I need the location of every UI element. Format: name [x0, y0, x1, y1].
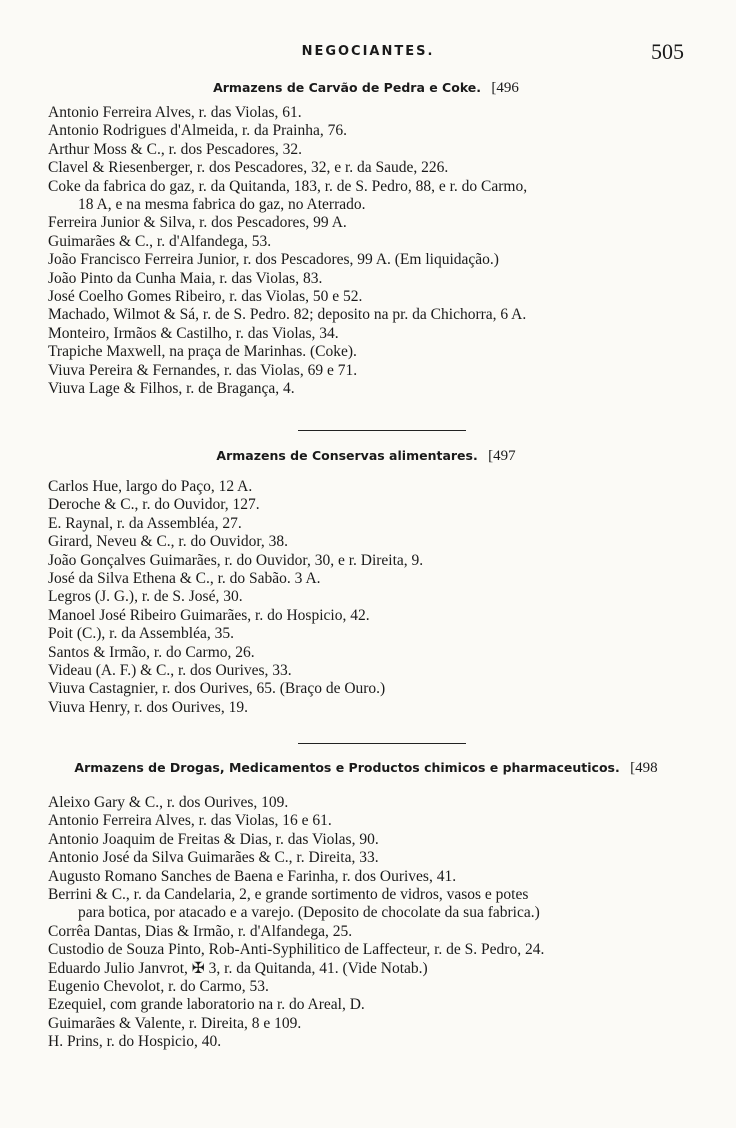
list-item: Coke da fabrica do gaz, r. da Quitanda, 183, r. de S. Pedro, 88, e r. do Carmo,: [48, 177, 528, 195]
list-item: Aleixo Gary & C., r. dos Ourives, 109.: [48, 794, 289, 811]
list-item: João Francisco Ferreira Junior, r. dos Pescadores, 99 A. (Em liquidação.): [48, 251, 499, 269]
list-item: João Gonçalves Guimarães, r. do Ouvidor, 30, e r. Direita, 9.: [48, 551, 424, 569]
list-item: Manoel José Ribeiro Guimarães, r. do Hospicio, 42.: [48, 606, 370, 624]
list-item: Deroche & C., r. do Ouvidor, 127.: [48, 496, 260, 514]
list-item: Guimarães & Valente, r. Direita, 8 e 109.: [48, 1014, 302, 1032]
list-item: Girard, Neveu & C., r. do Ouvidor, 38.: [48, 533, 289, 551]
section-heading-497: [46, 448, 686, 465]
list-item: Antonio José da Silva Guimarães & C., r. Direita, 33.: [48, 849, 379, 867]
list-item: João Pinto da Cunha Maia, r. das Violas, 83.: [48, 269, 323, 287]
list-item: Ezequiel, com grande laboratorio na r. do Areal, D.: [48, 996, 365, 1014]
section-entries-497: [48, 478, 688, 717]
list-item: Custodio de Souza Pinto, Rob-Anti-Syphilitico de Laffecteur, r. de S. Pedro, 24.: [48, 941, 545, 959]
list-item: Carlos Hue, largo do Paço, 12 A.: [48, 478, 253, 495]
section-title: Armazens de Conservas alimentares.: [216, 448, 478, 463]
list-item: José da Silva Ethena & C., r. do Sabão. 3 A.: [48, 570, 321, 588]
list-item: Guimarães & C., r. d'Alfandega, 53.: [48, 232, 272, 250]
list-item: Augusto Romano Sanches de Baena e Farinha, r. dos Ourives, 41.: [48, 867, 457, 885]
list-item: Viuva Pereira & Fernandes, r. das Violas, 69 e 71.: [48, 361, 358, 379]
list-item: Berrini & C., r. da Candelaria, 2, e grande sortimento de vidros, vasos e potes: [48, 886, 529, 904]
list-item: Antonio Ferreira Alves, r. das Violas, 16 e 61.: [48, 812, 332, 830]
list-item: Monteiro, Irmãos & Castilho, r. das Violas, 34.: [48, 324, 339, 342]
list-item: Eugenio Chevolot, r. do Carmo, 53.: [48, 978, 269, 996]
list-item: H. Prins, r. do Hospicio, 40.: [48, 1033, 222, 1051]
list-item: Antonio Ferreira Alves, r. das Violas, 61.: [48, 104, 302, 121]
section-number: [496: [491, 80, 519, 96]
section-divider: [298, 743, 466, 744]
list-item: Machado, Wilmot & Sá, r. de S. Pedro. 82; deposito na pr. da Chichorra, 6 A.: [48, 306, 527, 324]
running-head: [0, 39, 736, 68]
list-item: Clavel & Riesenberger, r. dos Pescadores, 32, e r. da Saude, 226.: [48, 159, 449, 177]
list-item-continuation: 18 A, e na mesma fabrica do gaz, no Aterrado.: [78, 196, 366, 214]
section-divider: [298, 430, 466, 431]
list-item: Eduardo Julio Janvrot, ✠ 3, r. da Quitanda, 41. (Vide Notab.): [48, 959, 428, 977]
list-item: Corrêa Dantas, Dias & Irmão, r. d'Alfandega, 25.: [48, 922, 353, 940]
list-item: Santos & Irmão, r. do Carmo, 26.: [48, 643, 255, 661]
list-item: Legros (J. G.), r. de S. José, 30.: [48, 588, 243, 606]
list-item: Viuva Henry, r. dos Ourives, 19.: [48, 698, 248, 716]
list-item: Antonio Joaquim de Freitas & Dias, r. das Violas, 90.: [48, 830, 379, 848]
list-item-continuation: para botica, por atacado e a varejo. (Deposito de chocolate da sua fabrica.): [78, 904, 540, 922]
list-item: Arthur Moss & C., r. dos Pescadores, 32.: [48, 140, 303, 158]
section-heading-498: [46, 760, 686, 777]
section-entries-496: [48, 104, 688, 399]
list-item: Viuva Castagnier, r. dos Ourives, 65. (Braço de Ouro.): [48, 680, 386, 698]
list-item: Viuva Lage & Filhos, r. de Bragança, 4.: [48, 380, 295, 398]
section-entries-498: [48, 794, 688, 1052]
list-item: Trapiche Maxwell, na praça de Marinhas. (Coke).: [48, 343, 357, 361]
section-number: [497: [488, 448, 516, 464]
list-item: Ferreira Junior & Silva, r. dos Pescadores, 99 A.: [48, 214, 347, 232]
list-item: Poit (C.), r. da Assembléa, 35.: [48, 625, 234, 643]
list-item: E. Raynal, r. da Assembléa, 27.: [48, 514, 242, 532]
section-title: Armazens de Drogas, Medicamentos e Productos chimicos e pharmaceuticos.: [74, 760, 620, 775]
list-item: Videau (A. F.) & C., r. dos Ourives, 33.: [48, 662, 292, 680]
list-item: José Coelho Gomes Ribeiro, r. das Violas, 50 e 52.: [48, 288, 363, 306]
page-number: 505: [651, 39, 684, 64]
page-title: NEGOCIANTES.: [301, 44, 435, 59]
section-number: [498: [630, 760, 658, 776]
section-heading-496: [46, 80, 686, 97]
list-item: Antonio Rodrigues d'Almeida, r. da Prainha, 76.: [48, 122, 347, 140]
section-title: Armazens de Carvão de Pedra e Coke.: [213, 80, 482, 95]
